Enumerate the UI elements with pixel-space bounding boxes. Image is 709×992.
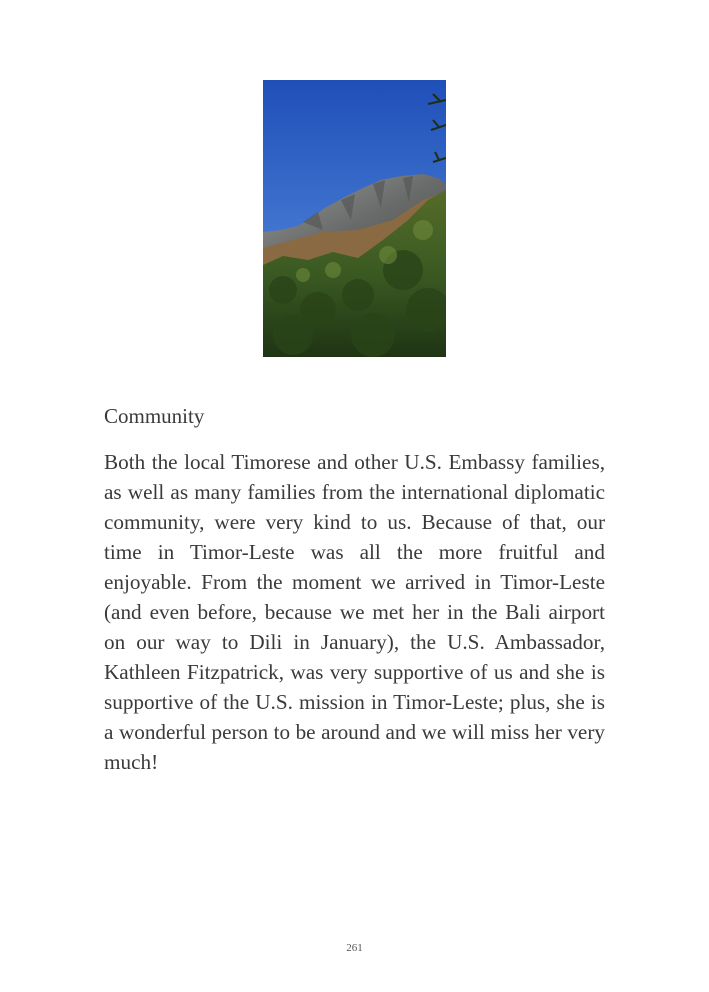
mountain-landscape-icon <box>263 80 446 357</box>
mountain-photo <box>263 80 446 357</box>
body-paragraph: Both the local Timorese and other U.S. Embassy families, as well as many families from the international diplomatic community, were very kind to us. Because of that, our time in Timor-Leste was all the more fruitful and enjoyable. From the moment we arrived in Timor-Leste (and even before, because we met her in the Bali airport on our way to Dili in January), the U.S. Ambassador, Kathleen Fitzpatrick, was very supportive of us and she is supportive of the U.S. mission in Timor-Leste; plus, she is a wonderful person to be around and we will miss her very much! <box>104 450 605 774</box>
page-number: 261 <box>346 942 363 954</box>
section-heading: Community <box>104 404 205 428</box>
